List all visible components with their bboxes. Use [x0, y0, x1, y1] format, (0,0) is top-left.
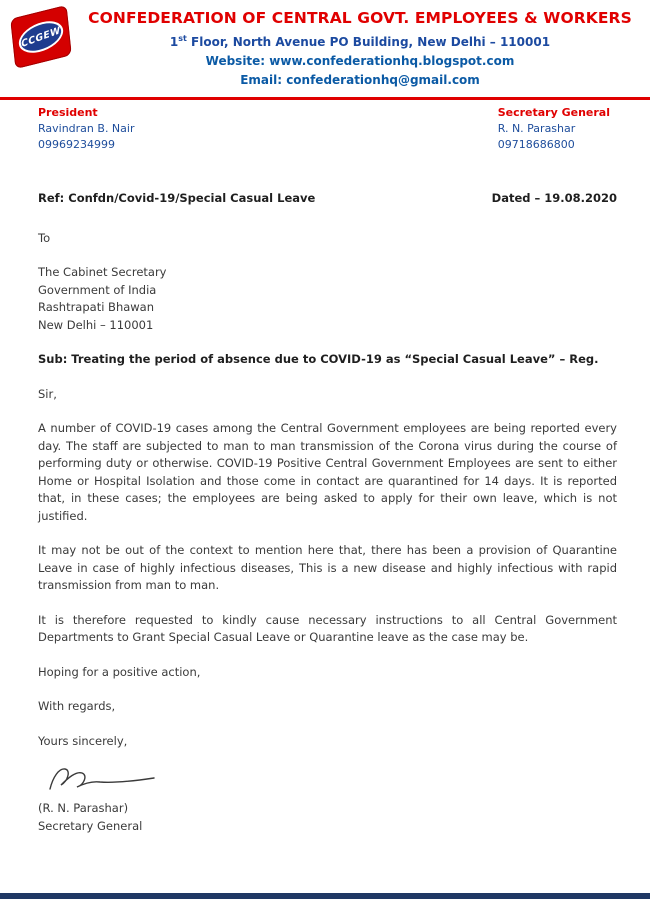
org-address: [82, 29, 638, 52]
ref-row: [38, 190, 617, 208]
logo-emblem-icon: [10, 5, 72, 69]
recipient-line: New Delhi – 110001: [38, 317, 154, 332]
handwritten-signature: [42, 762, 617, 798]
signatory-name: (R. N. Parashar): [38, 801, 129, 815]
org-logo: [8, 6, 78, 72]
secretary-general-title: Secretary General: [497, 106, 610, 119]
closing-line: Yours sincerely,: [38, 733, 128, 748]
salutation: Sir,: [38, 386, 57, 401]
recipient-line: Rashtrapati Bhawan: [38, 300, 155, 314]
president-block: [38, 105, 134, 153]
org-address-rest: Floor, North Avenue PO Building, New Delhi – 110001: [186, 35, 551, 49]
signature-icon: [42, 762, 160, 798]
officers-row: [0, 100, 650, 153]
subject-line: Sub: Treating the period of absence due to COVID-19 as “Special Casual Leave” – Reg.: [38, 352, 599, 366]
signatory-title: Secretary General: [38, 818, 143, 833]
reference-number: Ref: Confdn/Covid-19/Special Casual Leave: [38, 191, 316, 205]
page-footer-bar: [0, 893, 650, 899]
closing-line: Hoping for a positive action,: [38, 664, 201, 679]
recipient-address: [38, 264, 617, 334]
letter-date: Dated – 19.08.2020: [491, 191, 617, 205]
president-title: President: [38, 106, 98, 119]
org-name: CONFEDERATION OF CENTRAL GOVT. EMPLOYEES & WORKERS: [88, 9, 632, 27]
body-paragraph: It may not be out of the context to mention here that, there has been a provision of Quarantine Leave in case of highly infectious diseases, This is a new disease and highly infectious with rapid transmission from man to man.: [38, 543, 617, 592]
body-paragraph: A number of COVID-19 cases among the Central Government employees are being reported every day. The staff are subjected to man to man transmission of the Corona virus during the course of performing duty or otherwise. COVID-19 Positive Central Government Employees are sent to either Home or Hospital Isolation and those come in contact are quarantined for 14 days. It is reported that, in these cases; the employees are being asked to apply for their own leave, which is not justified.: [38, 421, 617, 523]
secretary-general-block: [498, 105, 610, 153]
body-paragraph: It is therefore requested to kindly cause necessary instructions to all Central Government Departments to Grant Special Casual Leave or Quarantine leave as the case may be.: [38, 612, 617, 644]
closing-line: With regards,: [38, 699, 116, 713]
to-label: To: [38, 230, 51, 245]
org-email: Email: confederationhq@gmail.com: [240, 73, 480, 87]
secretary-general-name: R. N. Parashar: [497, 122, 576, 135]
secretary-general-phone: 09718686800: [497, 138, 575, 151]
recipient-line: Government of India: [38, 282, 157, 297]
recipient-line: The Cabinet Secretary: [38, 265, 167, 279]
logo-oval: [16, 15, 66, 58]
letterhead: [0, 0, 650, 94]
president-name: Ravindran B. Nair: [38, 122, 135, 135]
letter-body: [0, 190, 650, 835]
org-website: Website: www.confederationhq.blogspot.com: [205, 54, 515, 68]
logo-text: CCGEW: [20, 24, 62, 50]
president-phone: 09969234999: [38, 138, 115, 151]
org-address-ordinal: st: [178, 34, 187, 43]
org-address-number: 1: [169, 35, 179, 49]
